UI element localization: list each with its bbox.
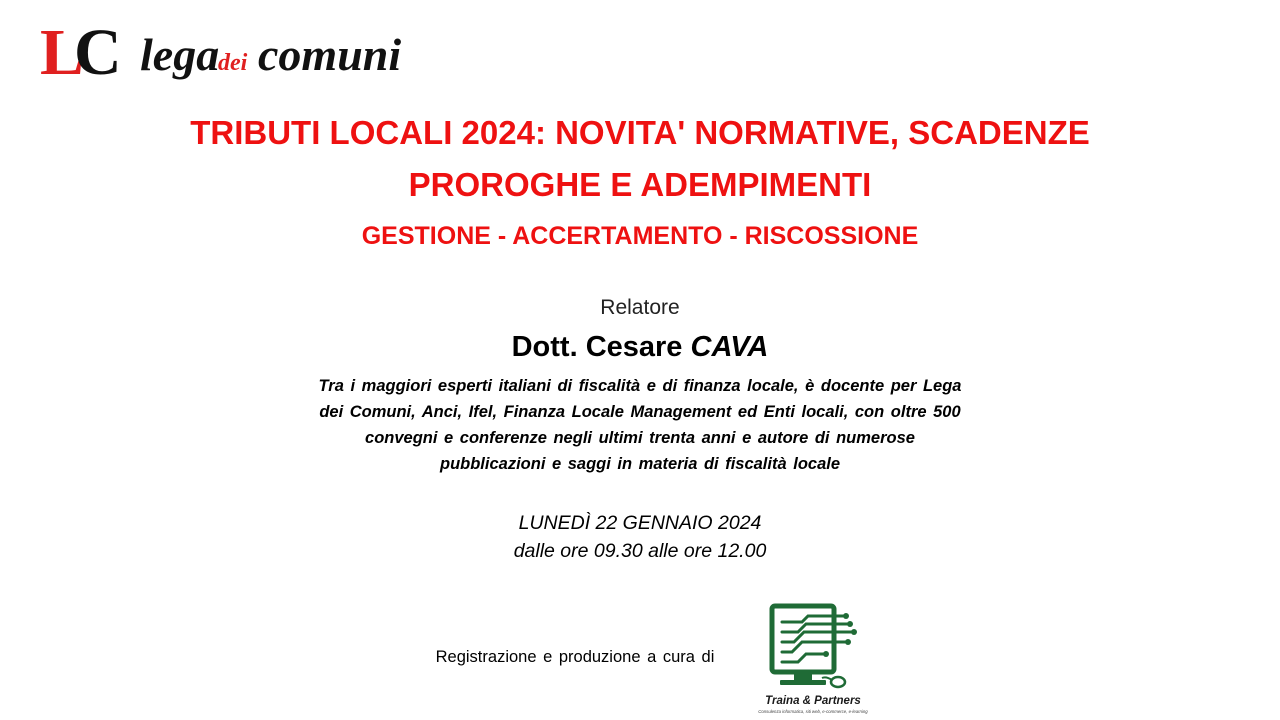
logo-word-comuni: comuni (258, 29, 402, 80)
logo-graphic (40, 12, 440, 82)
logo-word-lega: lega (140, 29, 220, 80)
speaker-surname: CAVA (690, 331, 769, 363)
partner-tagline: Consulenza informatica, siti web, e-commerce, e-learning (758, 709, 868, 714)
speaker-bio-line: convegni e conferenze negli ultimi trenta anni e autore di numerose (365, 429, 915, 447)
partner-name: Traina & Partners (765, 695, 861, 707)
speaker-name-prefix: Dott. Cesare (511, 331, 691, 363)
speaker-bio-line: Tra i maggiori esperti italiani di fiscalità e di finanza locale, è docente per Lega (318, 377, 962, 395)
event-title-line-1: TRIBUTI LOCALI 2024: NOVITA' NORMATIVE, SCADENZE (190, 114, 1090, 151)
event-subtitle: GESTIONE - ACCERTAMENTO - RISCOSSIONE (361, 222, 919, 250)
speaker-bio-line: dei Comuni, Anci, Ifel, Finanza Locale Management ed Enti locali, con oltre 500 (319, 403, 961, 421)
monitor-circuit-icon (748, 602, 878, 718)
production-credit: Registrazione e produzione a cura di (435, 648, 715, 666)
speaker-label: Relatore (600, 296, 680, 319)
event-date: LUNEDÌ 22 GENNAIO 2024 (518, 512, 762, 534)
speaker-bio-line: pubblicazioni e saggi in materia di fiscalità locale (439, 455, 841, 473)
logo-mark-c: C (74, 16, 122, 82)
speaker-name (0, 331, 1280, 364)
event-time: dalle ore 09.30 alle ore 12.00 (513, 540, 767, 562)
logo-mark-l: L (40, 16, 85, 82)
speaker-bio (290, 373, 990, 477)
event-title-line-2: PROROGHE E ADEMPIMENTI (408, 166, 872, 203)
logo-word-dei: dei (218, 50, 248, 76)
lega-dei-comuni-logo (40, 12, 440, 82)
traina-partners-logo (748, 602, 878, 718)
